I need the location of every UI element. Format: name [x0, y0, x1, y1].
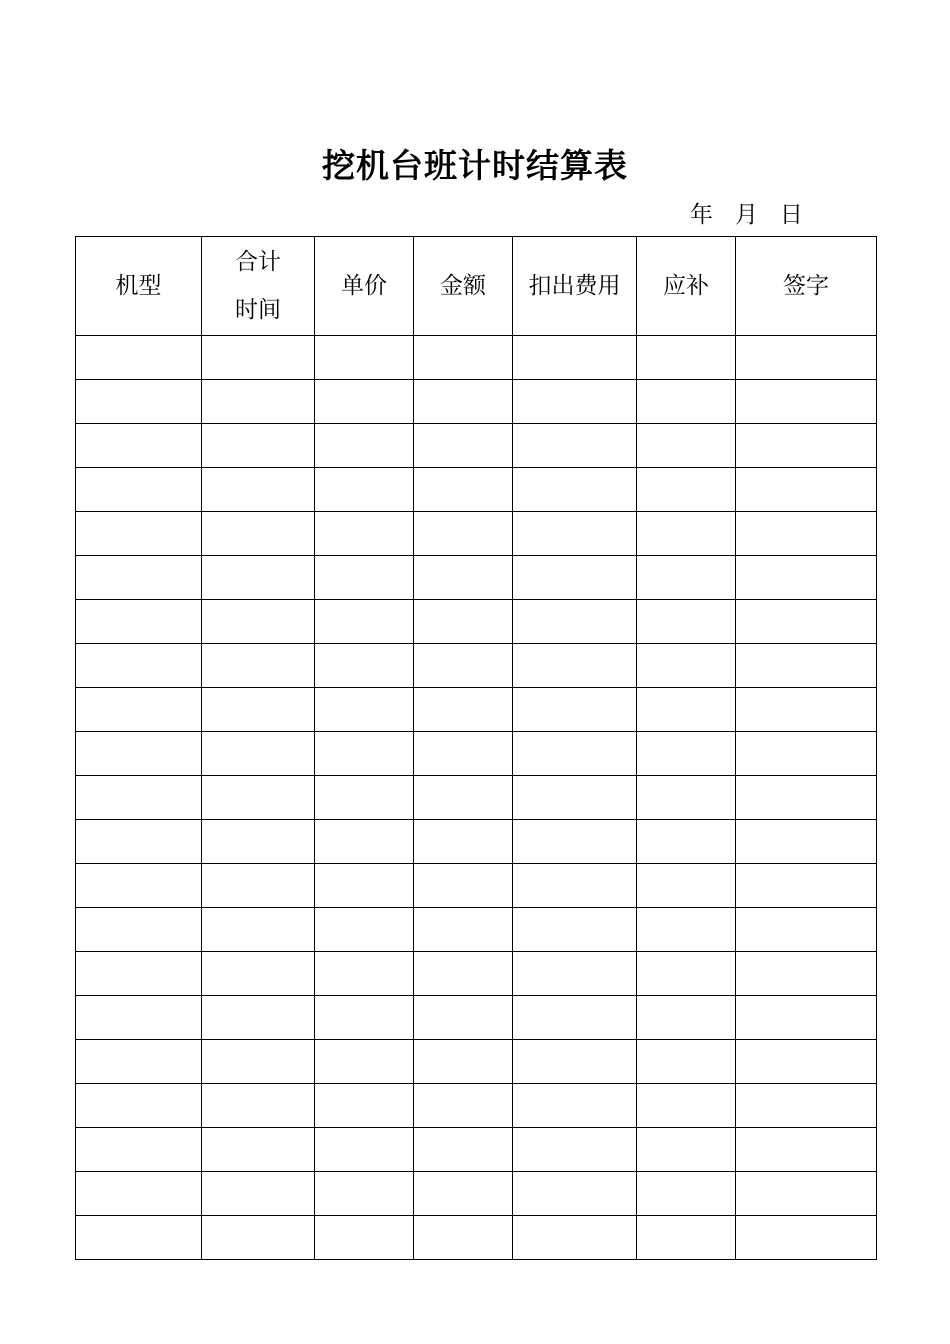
table-row [76, 512, 877, 556]
table-cell[interactable] [202, 468, 315, 512]
table-cell[interactable] [414, 952, 513, 996]
table-cell[interactable] [637, 1084, 736, 1128]
date-line [690, 196, 803, 229]
table-cell[interactable] [76, 512, 202, 556]
table-row [76, 1172, 877, 1216]
table-cell[interactable] [76, 952, 202, 996]
table-cell[interactable] [76, 820, 202, 864]
table-row [76, 776, 877, 820]
header-total-time: 合计 时间 [202, 237, 315, 336]
table-cell[interactable] [202, 908, 315, 952]
table-row [76, 996, 877, 1040]
table-cell[interactable] [76, 776, 202, 820]
table-cell[interactable] [202, 512, 315, 556]
date-month-label: 月 [734, 202, 758, 228]
table-cell[interactable] [513, 512, 637, 556]
table-cell[interactable] [202, 996, 315, 1040]
table-cell[interactable] [513, 996, 637, 1040]
table-cell[interactable] [637, 908, 736, 952]
table-cell[interactable] [202, 336, 315, 380]
table-cell[interactable] [76, 864, 202, 908]
table-cell[interactable] [637, 468, 736, 512]
table-cell[interactable] [315, 644, 414, 688]
table-cell[interactable] [76, 1084, 202, 1128]
date-year-label: 年 [690, 202, 713, 228]
table-cell[interactable] [315, 1216, 414, 1260]
table-cell[interactable] [637, 996, 736, 1040]
table-cell[interactable] [637, 864, 736, 908]
table-cell[interactable] [202, 380, 315, 424]
header-amount: 金额 [414, 237, 513, 336]
table-cell[interactable] [736, 556, 877, 600]
table-cell[interactable] [414, 732, 513, 776]
table-cell[interactable] [637, 820, 736, 864]
date-day-label: 日 [779, 202, 803, 228]
table-cell[interactable] [315, 1172, 414, 1216]
table-cell[interactable] [315, 380, 414, 424]
table-row [76, 952, 877, 996]
table-cell[interactable] [315, 952, 414, 996]
table-cell[interactable] [315, 1040, 414, 1084]
table-cell[interactable] [513, 1040, 637, 1084]
table-cell[interactable] [315, 556, 414, 600]
table-cell[interactable] [637, 424, 736, 468]
table-cell[interactable] [315, 1128, 414, 1172]
table-cell[interactable] [513, 688, 637, 732]
table-cell[interactable] [513, 644, 637, 688]
table-cell[interactable] [202, 820, 315, 864]
table-cell[interactable] [414, 996, 513, 1040]
table-cell[interactable] [513, 600, 637, 644]
table-cell[interactable] [76, 688, 202, 732]
table-cell[interactable] [202, 776, 315, 820]
table-cell[interactable] [414, 556, 513, 600]
table-cell[interactable] [513, 556, 637, 600]
table-cell[interactable] [414, 468, 513, 512]
table-cell[interactable] [315, 512, 414, 556]
table-cell[interactable] [76, 1040, 202, 1084]
table-cell[interactable] [76, 996, 202, 1040]
table-cell[interactable] [736, 1216, 877, 1260]
table-cell[interactable] [736, 688, 877, 732]
table-cell[interactable] [315, 688, 414, 732]
table-cell[interactable] [736, 776, 877, 820]
table-cell[interactable] [414, 600, 513, 644]
table-cell[interactable] [76, 600, 202, 644]
table-cell[interactable] [513, 908, 637, 952]
table-cell[interactable] [315, 1084, 414, 1128]
table-cell[interactable] [637, 644, 736, 688]
table-cell[interactable] [637, 688, 736, 732]
table-cell[interactable] [414, 1216, 513, 1260]
table-cell[interactable] [202, 732, 315, 776]
table-cell[interactable] [736, 1172, 877, 1216]
table-cell[interactable] [315, 908, 414, 952]
table-row [76, 644, 877, 688]
table-cell[interactable] [637, 732, 736, 776]
table-cell[interactable] [637, 952, 736, 996]
table-cell[interactable] [513, 336, 637, 380]
table-cell[interactable] [736, 1040, 877, 1084]
table-cell[interactable] [637, 1172, 736, 1216]
table-cell[interactable] [414, 380, 513, 424]
table-cell[interactable] [736, 600, 877, 644]
table-cell[interactable] [414, 908, 513, 952]
table-cell[interactable] [637, 556, 736, 600]
table-cell[interactable] [315, 424, 414, 468]
table-cell[interactable] [513, 1084, 637, 1128]
table-cell[interactable] [736, 380, 877, 424]
table-cell[interactable] [202, 1040, 315, 1084]
header-row [76, 237, 877, 336]
table-row [76, 908, 877, 952]
table-cell[interactable] [736, 1128, 877, 1172]
table-cell[interactable] [513, 1216, 637, 1260]
table-cell[interactable] [315, 996, 414, 1040]
table-cell[interactable] [414, 512, 513, 556]
table-cell[interactable] [736, 908, 877, 952]
table-cell[interactable] [414, 424, 513, 468]
table-cell[interactable] [637, 1128, 736, 1172]
table-row [76, 1216, 877, 1260]
table-cell[interactable] [202, 600, 315, 644]
table-cell[interactable] [513, 424, 637, 468]
table-cell[interactable] [76, 1128, 202, 1172]
table-cell[interactable] [315, 864, 414, 908]
table-row [76, 864, 877, 908]
header-supplement: 应补 [637, 237, 736, 336]
table-cell[interactable] [414, 776, 513, 820]
table-row [76, 688, 877, 732]
table-row [76, 380, 877, 424]
table-cell[interactable] [76, 644, 202, 688]
table-body [76, 336, 877, 1260]
table-cell[interactable] [414, 336, 513, 380]
table-cell[interactable] [76, 380, 202, 424]
table-cell[interactable] [736, 468, 877, 512]
table-cell[interactable] [513, 1128, 637, 1172]
table-cell[interactable] [736, 952, 877, 996]
table-row [76, 1128, 877, 1172]
table-cell[interactable] [637, 1040, 736, 1084]
table-cell[interactable] [315, 820, 414, 864]
table-cell[interactable] [414, 1040, 513, 1084]
header-signature: 签字 [736, 237, 877, 336]
table-row [76, 556, 877, 600]
table-cell[interactable] [315, 600, 414, 644]
table-cell[interactable] [414, 820, 513, 864]
table-cell[interactable] [202, 952, 315, 996]
table-cell[interactable] [76, 908, 202, 952]
table-cell[interactable] [414, 1172, 513, 1216]
table-cell[interactable] [202, 1128, 315, 1172]
table-cell[interactable] [513, 864, 637, 908]
table-cell[interactable] [315, 468, 414, 512]
table-cell[interactable] [414, 644, 513, 688]
table-cell[interactable] [736, 424, 877, 468]
table-cell[interactable] [202, 864, 315, 908]
table-cell[interactable] [513, 380, 637, 424]
table-cell[interactable] [736, 1084, 877, 1128]
table-cell[interactable] [76, 1172, 202, 1216]
table-cell[interactable] [513, 820, 637, 864]
table-cell[interactable] [736, 996, 877, 1040]
table-cell[interactable] [736, 644, 877, 688]
table-cell[interactable] [736, 336, 877, 380]
table-cell[interactable] [736, 864, 877, 908]
table-cell[interactable] [76, 732, 202, 776]
table-row [76, 600, 877, 644]
settlement-table [75, 236, 877, 1260]
table-row [76, 424, 877, 468]
table-cell[interactable] [202, 556, 315, 600]
table-cell[interactable] [202, 1084, 315, 1128]
table-cell[interactable] [513, 732, 637, 776]
table-cell[interactable] [315, 776, 414, 820]
table-cell[interactable] [736, 512, 877, 556]
table-cell[interactable] [637, 380, 736, 424]
table-row [76, 1084, 877, 1128]
table-cell[interactable] [637, 776, 736, 820]
table-cell[interactable] [76, 424, 202, 468]
table-cell[interactable] [202, 644, 315, 688]
table-cell[interactable] [76, 1216, 202, 1260]
table-cell[interactable] [315, 336, 414, 380]
table-cell[interactable] [513, 468, 637, 512]
table-cell[interactable] [736, 732, 877, 776]
table-cell[interactable] [315, 732, 414, 776]
table-cell[interactable] [736, 820, 877, 864]
table-row [76, 732, 877, 776]
table-cell[interactable] [414, 1128, 513, 1172]
table-cell[interactable] [414, 688, 513, 732]
table-cell[interactable] [76, 336, 202, 380]
table-cell[interactable] [513, 776, 637, 820]
table-cell[interactable] [202, 424, 315, 468]
header-deductions: 扣出费用 [513, 237, 637, 336]
table-cell[interactable] [513, 1172, 637, 1216]
table-cell[interactable] [202, 1172, 315, 1216]
table-cell[interactable] [414, 864, 513, 908]
table-cell[interactable] [637, 336, 736, 380]
table-cell[interactable] [202, 688, 315, 732]
table-cell[interactable] [76, 468, 202, 512]
table-row [76, 336, 877, 380]
table-row [76, 1040, 877, 1084]
table-cell[interactable] [202, 1216, 315, 1260]
table-row [76, 820, 877, 864]
header-unit-price: 单价 [315, 237, 414, 336]
table-cell[interactable] [637, 1216, 736, 1260]
table-cell[interactable] [513, 952, 637, 996]
header-machine-type: 机型 [76, 237, 202, 336]
table-cell[interactable] [637, 512, 736, 556]
table-cell[interactable] [637, 600, 736, 644]
table-row [76, 468, 877, 512]
document-title: 挖机台班计时结算表 [322, 146, 628, 185]
table-cell[interactable] [76, 556, 202, 600]
table-cell[interactable] [414, 1084, 513, 1128]
